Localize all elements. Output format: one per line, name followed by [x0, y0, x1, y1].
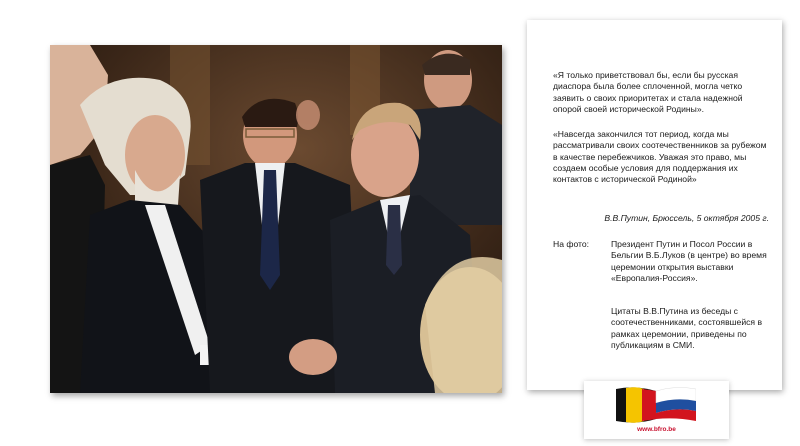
belgium-russia-flag-icon	[616, 385, 696, 425]
ceremony-photo	[50, 45, 502, 393]
caption-text: Президент Путин и Посол России в Бельгии В.Б.Луков (в центре) во время церемонии открытия выставки «Европалия-Россия».	[611, 239, 767, 283]
quote-signature: В.В.Путин, Брюссель, 5 октября 2005 г.	[604, 213, 769, 223]
caption-note: Цитаты В.В.Путина из беседы с соотечественниками, состоявшейся в рамках церемонии, приведены по публикациям в СМИ.	[611, 306, 763, 350]
quote-first: «Я только приветствовал бы, если бы русская диаспора была более сплоченной, могла четко заявить о своих приоритетах и стала надежной опорой своей исторической Родины».	[553, 70, 743, 114]
logo-card	[584, 381, 729, 439]
quote-second: «Навсегда закончился тот период, когда мы рассматривали своих соотечественников за рубежом в качестве перебежчиков. Уважая это право, мы создаем особые условия для поддержания их контактов с исторической Родиной»	[553, 129, 767, 185]
photo-illustration	[50, 45, 502, 393]
quote-card	[527, 20, 782, 390]
site-url[interactable]: www.bfro.be	[637, 426, 676, 433]
caption-label: На фото:	[553, 239, 590, 249]
